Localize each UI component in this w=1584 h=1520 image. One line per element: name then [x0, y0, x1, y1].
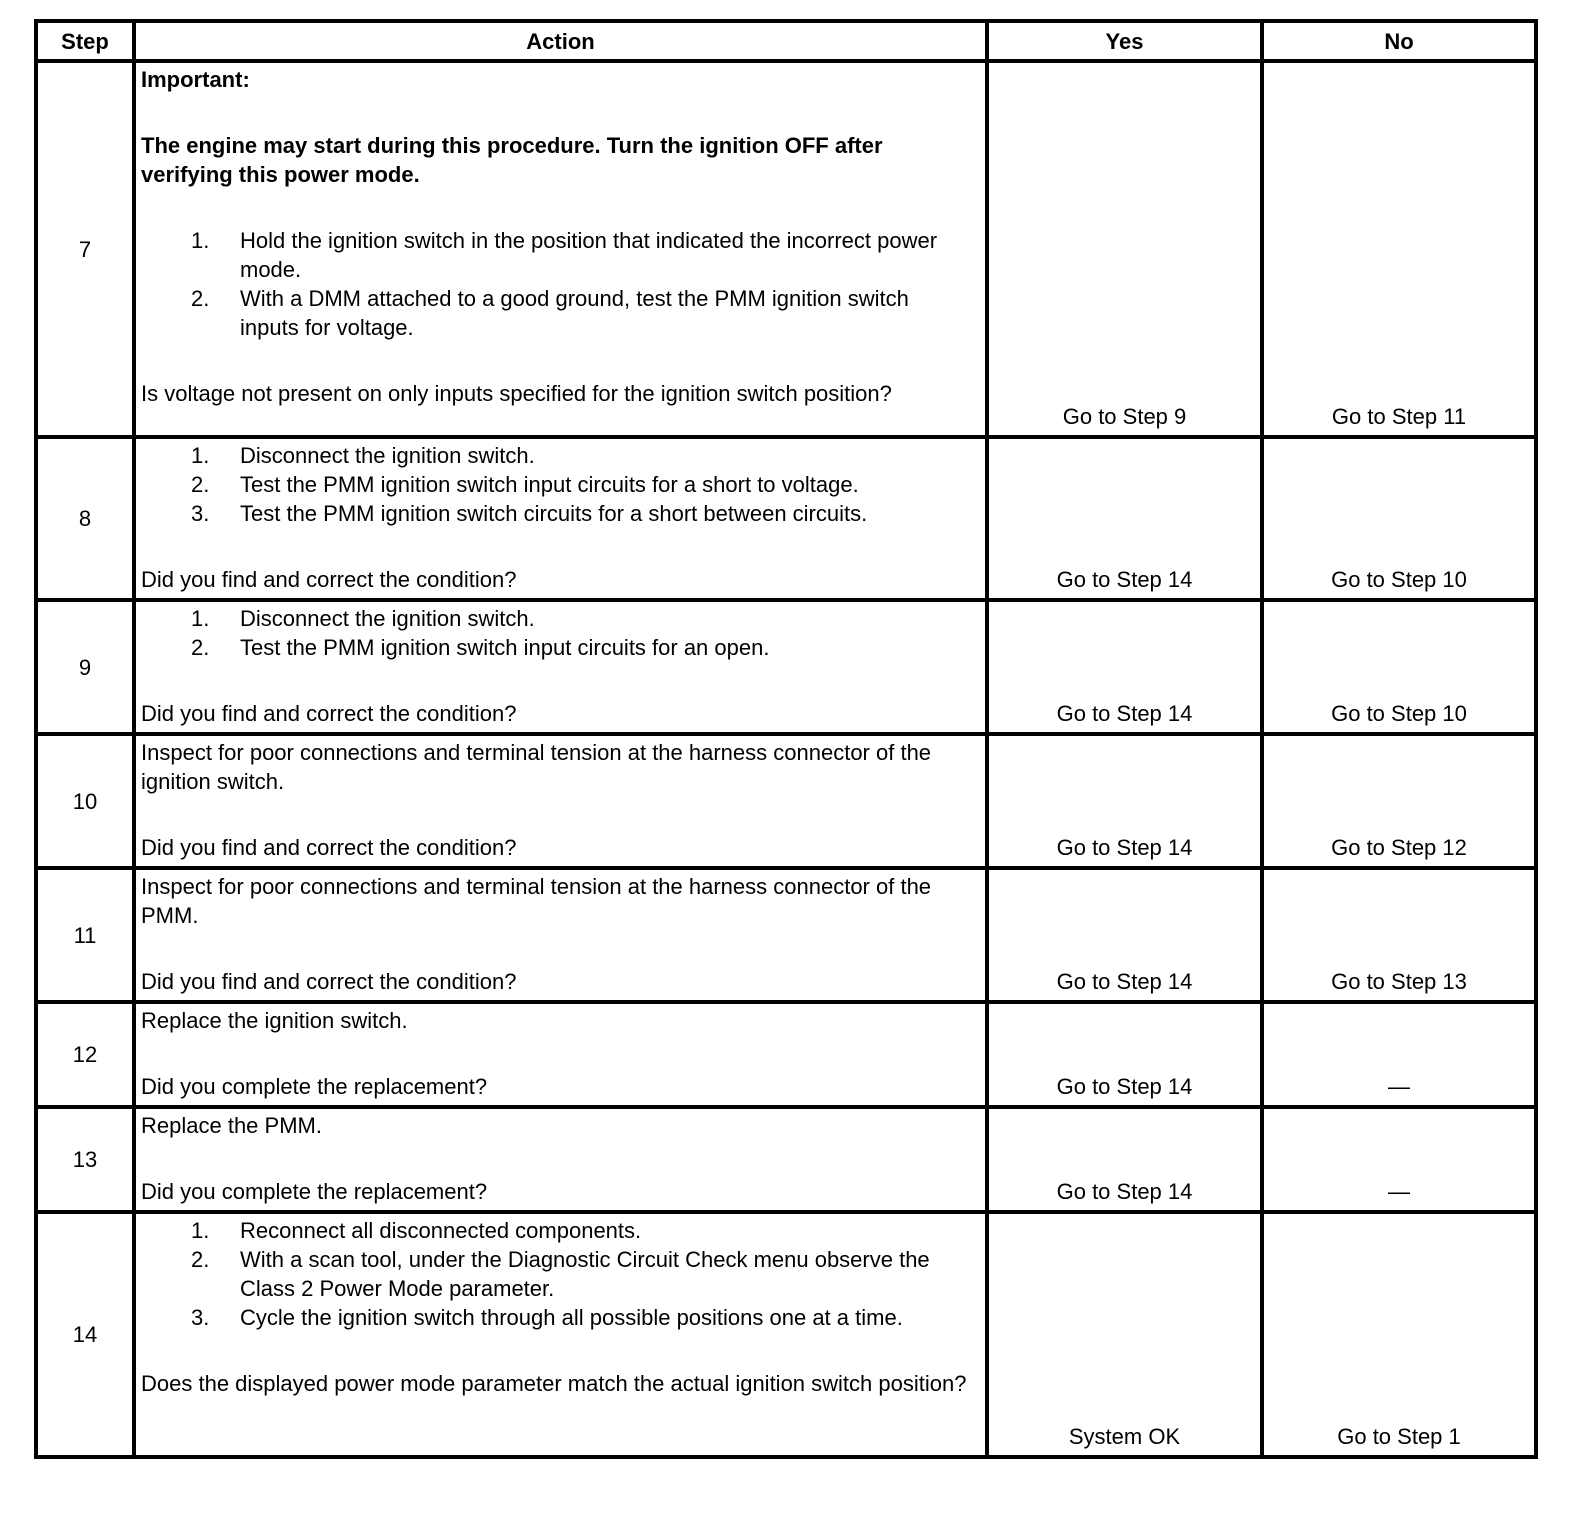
list-text: Cycle the ignition switch through all possible positions one at a time. — [240, 1305, 903, 1330]
list-number: 2. — [191, 635, 210, 660]
header-row — [36, 21, 1536, 61]
action-cell — [134, 734, 987, 868]
yes-result: Go to Step 14 — [987, 734, 1262, 868]
list-number: 3. — [191, 1305, 210, 1330]
list-item — [141, 499, 979, 528]
list-number: 3. — [191, 501, 210, 526]
no-result: — — [1262, 1002, 1536, 1107]
step-number: 7 — [36, 61, 134, 437]
table-row — [36, 734, 1536, 868]
step-number: 10 — [36, 734, 134, 868]
yes-result: System OK — [987, 1212, 1262, 1457]
list-text: With a scan tool, under the Diagnostic Circuit Check menu observe the Class 2 Power Mode parameter. — [240, 1247, 930, 1301]
step-number: 11 — [36, 868, 134, 1002]
list-item — [141, 226, 979, 284]
list-number: 1. — [191, 606, 210, 631]
action-cell — [134, 868, 987, 1002]
list-number: 1. — [191, 228, 210, 253]
list-text: Test the PMM ignition switch circuits for a short between circuits. — [240, 501, 868, 526]
table-row — [36, 1212, 1536, 1457]
list-text: Test the PMM ignition switch input circuits for a short to voltage. — [240, 472, 859, 497]
action-text: Did you find and correct the condition? — [141, 835, 517, 860]
list-text: Reconnect all disconnected components. — [240, 1218, 642, 1243]
yes-result: Go to Step 14 — [987, 1107, 1262, 1212]
header-no: No — [1262, 21, 1536, 61]
action-cell — [134, 1002, 987, 1107]
list-item — [141, 1245, 979, 1303]
list-text: Disconnect the ignition switch. — [240, 606, 535, 631]
yes-result: Go to Step 14 — [987, 868, 1262, 1002]
no-result: Go to Step 10 — [1262, 600, 1536, 734]
action-cell — [134, 61, 987, 437]
action-text: Replace the PMM. — [141, 1113, 322, 1138]
no-result: Go to Step 12 — [1262, 734, 1536, 868]
list-item — [141, 284, 979, 342]
no-result: Go to Step 1 — [1262, 1212, 1536, 1457]
important-note: Important: — [141, 67, 250, 92]
table-row — [36, 868, 1536, 1002]
header-step: Step — [36, 21, 134, 61]
list-item — [141, 470, 979, 499]
list-text: With a DMM attached to a good ground, test the PMM ignition switch inputs for voltage. — [240, 286, 909, 340]
list-number: 2. — [191, 286, 210, 311]
list-item — [141, 633, 979, 662]
no-result: Go to Step 10 — [1262, 437, 1536, 600]
step-number: 13 — [36, 1107, 134, 1212]
list-item — [141, 1216, 979, 1245]
yes-result: Go to Step 14 — [987, 1002, 1262, 1107]
table-row — [36, 600, 1536, 734]
list-number: 1. — [191, 1218, 210, 1243]
list-item — [141, 1303, 979, 1332]
table-row — [36, 1002, 1536, 1107]
action-cell — [134, 1212, 987, 1457]
instruction-list — [141, 1216, 979, 1332]
header-yes: Yes — [987, 21, 1262, 61]
action-text: Does the displayed power mode parameter match the actual ignition switch position? — [141, 1371, 967, 1396]
no-result: Go to Step 11 — [1262, 61, 1536, 437]
action-text: Did you find and correct the condition? — [141, 567, 517, 592]
list-number: 2. — [191, 472, 210, 497]
action-cell — [134, 1107, 987, 1212]
table-body — [36, 61, 1536, 1457]
instruction-list — [141, 604, 979, 662]
list-number: 1. — [191, 443, 210, 468]
instruction-list — [141, 441, 979, 528]
step-number: 9 — [36, 600, 134, 734]
action-text: Did you complete the replacement? — [141, 1074, 488, 1099]
action-text: Is voltage not present on only inputs specified for the ignition switch position? — [141, 381, 892, 406]
action-text: Replace the ignition switch. — [141, 1008, 408, 1033]
step-number: 14 — [36, 1212, 134, 1457]
list-text: Disconnect the ignition switch. — [240, 443, 535, 468]
yes-result: Go to Step 9 — [987, 61, 1262, 437]
instruction-list — [141, 226, 979, 342]
step-number: 8 — [36, 437, 134, 600]
list-item — [141, 604, 979, 633]
table-row — [36, 437, 1536, 600]
important-note: The engine may start during this procedure. Turn the ignition OFF after verifying this power mode. — [141, 133, 883, 187]
header-action: Action — [134, 21, 987, 61]
no-result: Go to Step 13 — [1262, 868, 1536, 1002]
action-text: Did you find and correct the condition? — [141, 701, 517, 726]
diagnostic-table — [34, 19, 1538, 1459]
list-number: 2. — [191, 1247, 210, 1272]
action-cell — [134, 600, 987, 734]
action-text: Inspect for poor connections and terminal tension at the harness connector of the PMM. — [141, 874, 932, 928]
no-result: — — [1262, 1107, 1536, 1212]
action-cell — [134, 437, 987, 600]
action-text: Did you find and correct the condition? — [141, 969, 517, 994]
table-row — [36, 61, 1536, 437]
yes-result: Go to Step 14 — [987, 600, 1262, 734]
yes-result: Go to Step 14 — [987, 437, 1262, 600]
action-text: Did you complete the replacement? — [141, 1179, 488, 1204]
list-text: Hold the ignition switch in the position that indicated the incorrect power mode. — [240, 228, 938, 282]
table-row — [36, 1107, 1536, 1212]
list-item — [141, 441, 979, 470]
list-text: Test the PMM ignition switch input circuits for an open. — [240, 635, 770, 660]
action-text: Inspect for poor connections and terminal tension at the harness connector of the ignition switch. — [141, 740, 932, 794]
step-number: 12 — [36, 1002, 134, 1107]
